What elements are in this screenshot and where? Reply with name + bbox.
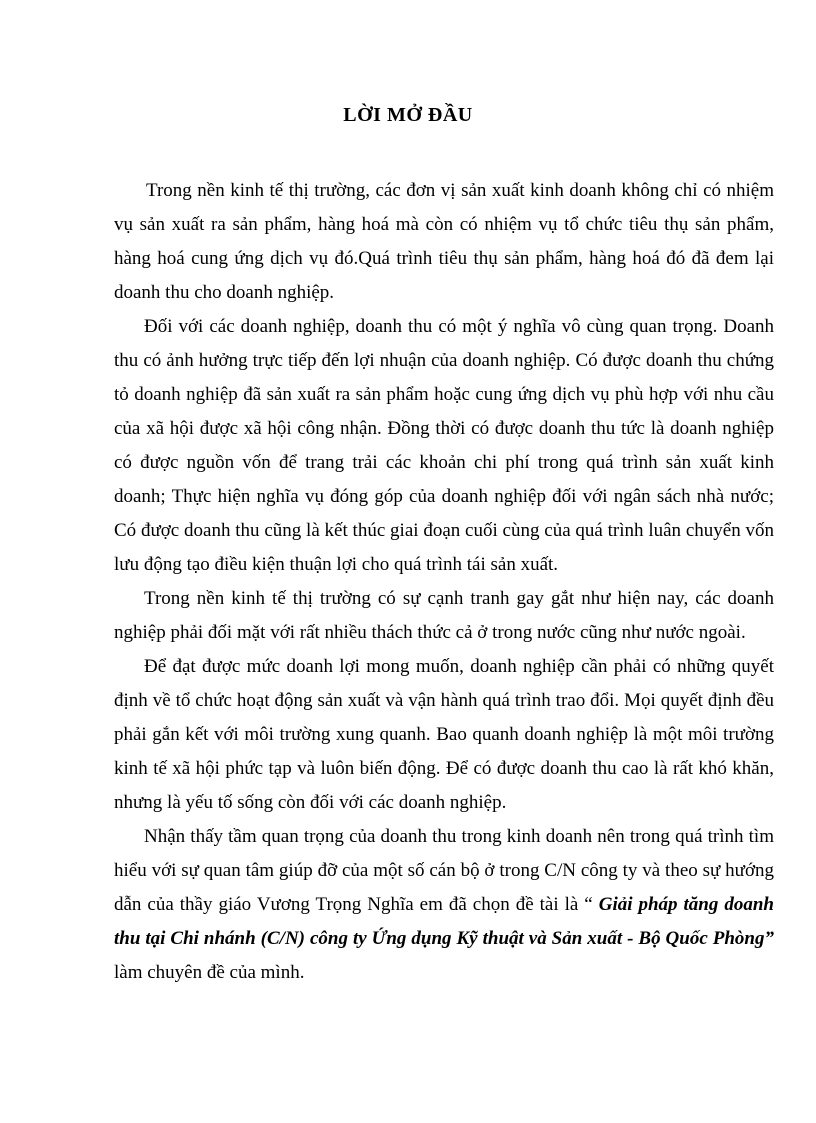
- paragraph-1: Trong nền kinh tế thị trường, các đơn vị sản xuất kinh doanh không chỉ có nhiệm vụ sản xuất ra sản phẩm, hàng hoá mà còn có nhiệm vụ tổ chức tiêu thụ sản phẩm, hàng hoá cung ứng dịch vụ đó.Quá trình tiêu thụ sản phẩm, hàng hoá đó đã đem lại doanh thu cho doanh nghiệp.: [114, 180, 774, 303]
- paragraph-5-intro: Nhận thấy tầm quan trọng của doanh thu trong kinh doanh nên trong quá trình tìm hiểu với sự quan tâm giúp đỡ của một số cán bộ ở trong C/N công ty và theo sự hướng dẫn của thầy giáo Vương Trọng Nghĩa em đã chọn đề tài là “: [114, 826, 774, 915]
- paragraph-2: Đối với các doanh nghiệp, doanh thu có một ý nghĩa vô cùng quan trọng. Doanh thu có ảnh hưởng trực tiếp đến lợi nhuận của doanh nghiệp. Có được doanh thu chứng tỏ doanh nghiệp đã sản xuất ra sản phẩm hoặc cung ứng dịch vụ phù hợp với nhu cầu của xã hội được xã hội công nhận. Đồng thời có được doanh thu tức là doanh nghiệp có được nguồn vốn để trang trải các khoản chi phí trong quá trình sản xuất kinh doanh; Thực hiện nghĩa vụ đóng góp của doanh nghiệp đối với ngân sách nhà nước; Có được doanh thu cũng là kết thúc giai đoạn cuối cùng của quá trình luân chuyển vốn lưu động tạo điều kiện thuận lợi cho quá trình tái sản xuất.: [114, 316, 774, 575]
- paragraph-3: Trong nền kinh tế thị trường có sự cạnh tranh gay gắt như hiện nay, các doanh nghiệp phải đối mặt với rất nhiều thách thức cả ở trong nước cũng như nước ngoài.: [114, 588, 774, 643]
- paragraph-4: Để đạt được mức doanh lợi mong muốn, doanh nghiệp cần phải có những quyết định về tổ chức hoạt động sản xuất và vận hành quá trình trao đổi. Mọi quyết định đều phải gắn kết với môi trường xung quanh. Bao quanh doanh nghiệp là một môi trường kinh tế xã hội phức tạp và luôn biến động. Để có được doanh thu cao là rất khó khăn, nhưng là yếu tố sống còn đối với các doanh nghiệp.: [114, 656, 774, 813]
- thesis-topic-title: Giải pháp tăng doanh thu tại Chi nhánh (C/N) công ty Ứng dụng Kỹ thuật và Sản xuất - Bộ Quốc Phòng”: [114, 894, 774, 949]
- document-title: LỜI MỞ ĐẦU: [343, 104, 473, 126]
- paragraph-5: [114, 820, 774, 990]
- document-body: [114, 174, 774, 990]
- paragraph-5-ending: làm chuyên đề của mình.: [114, 962, 305, 983]
